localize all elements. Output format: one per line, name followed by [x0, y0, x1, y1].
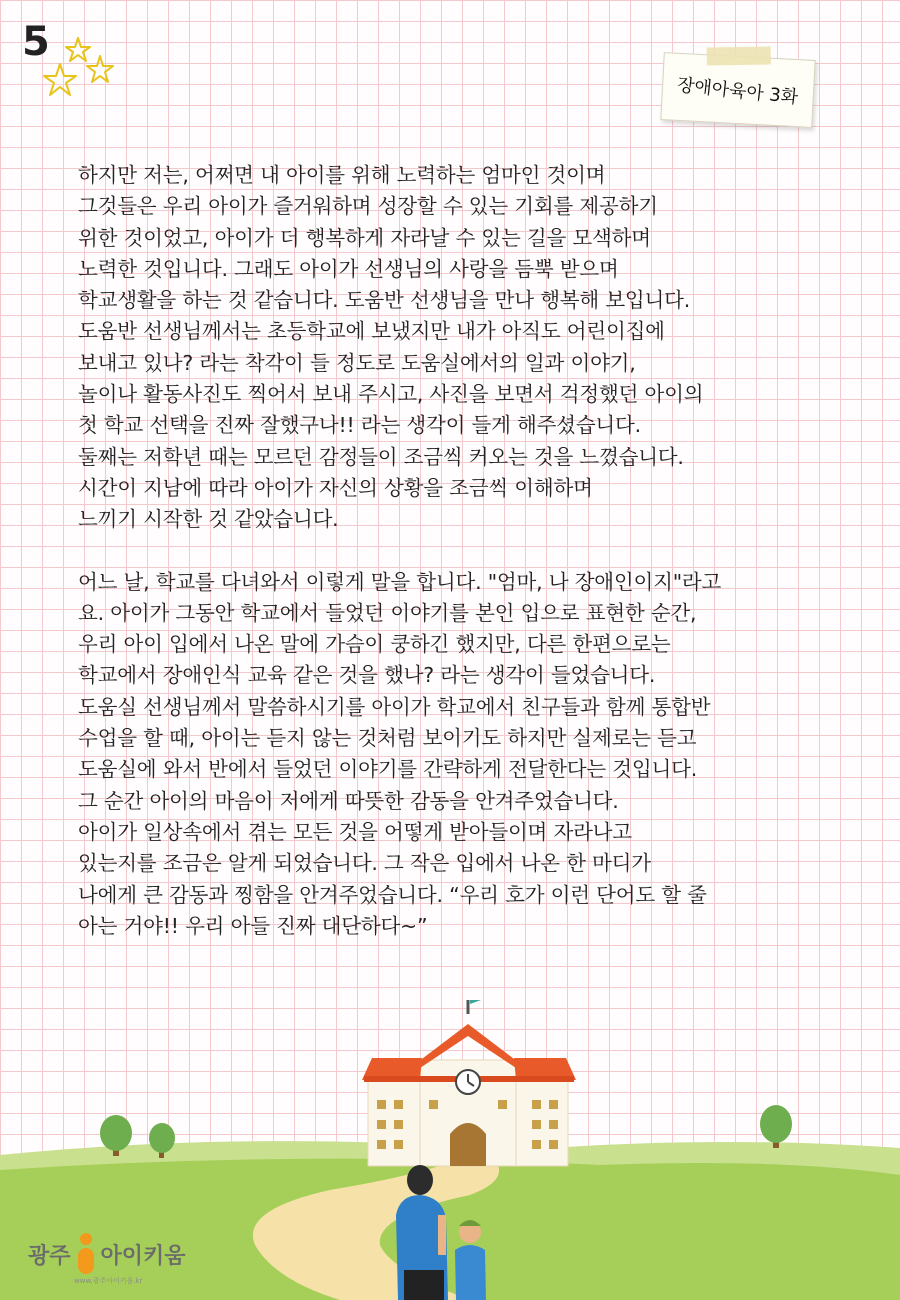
- text-line: 수업을 할 때, 아이는 듣지 않는 것처럼 보이기도 하지만 실제로는 듣고: [78, 726, 697, 751]
- text-line: 도움반 선생님께서는 초등학교에 보냈지만 내가 아직도 어린이집에: [78, 319, 665, 344]
- tree-icon: [760, 1105, 792, 1148]
- school-building-illustration: [362, 1000, 576, 1166]
- logo-text-right: 아이키움: [100, 1243, 186, 1269]
- text-line: 노력한 것입니다. 그래도 아이가 선생님의 사랑을 듬뿍 받으며: [78, 256, 619, 281]
- text-line: 도움실 선생님께서 말씀하시기를 아이가 학교에서 친구들과 함께 통합반: [78, 694, 711, 719]
- text-line: 그 순간 아이의 마음이 저에게 따뜻한 감동을 안겨주었습니다.: [78, 788, 619, 813]
- paragraph-1: [78, 160, 868, 536]
- text-line: 도움실에 와서 반에서 들었던 이야기를 간략하게 전달한다는 것입니다.: [78, 757, 698, 782]
- text-line: 아는 거야!! 우리 아들 진짜 대단하다~”: [78, 913, 428, 938]
- text-line: 하지만 저는, 어쩌면 내 아이를 위해 노력하는 엄마인 것이며: [78, 163, 606, 187]
- text-line: 아이가 일상속에서 겪는 모든 것을 어떻게 받아들이며 자라나고: [78, 819, 632, 844]
- text-line: 학교에서 장애인식 교육 같은 것을 했나? 라는 생각이 들었습니다.: [78, 663, 656, 688]
- paragraph-2: [78, 567, 868, 943]
- logo-text-left: 광주: [28, 1243, 71, 1269]
- text-line: 위한 것이었고, 아이가 더 행복하게 자라날 수 있는 길을 모색하며: [78, 225, 651, 250]
- text-line: 있는지를 조금은 알게 되었습니다. 그 작은 입에서 나온 한 마디가: [78, 851, 651, 876]
- series-label-note: [660, 52, 815, 128]
- article-body: [78, 160, 868, 942]
- logo-url: www.광주아이키움.kr: [74, 1277, 143, 1285]
- series-label: 장애아육아 3화: [676, 74, 800, 109]
- brand-logo: [28, 1232, 186, 1276]
- text-line: 우리 아이 입에서 나온 말에 가슴이 쿵하긴 했지만, 다른 한편으로는: [78, 632, 671, 657]
- page-number: 5: [22, 19, 50, 65]
- text-line: 첫 학교 선택을 진짜 잘했구나!! 라는 생각이 들게 해주셨습니다.: [78, 413, 641, 438]
- text-line: 놀이나 활동사진도 찍어서 보내 주시고, 사진을 보면서 걱정했던 아이의: [78, 382, 704, 407]
- text-line: 학교생활을 하는 것 같습니다. 도움반 선생님을 만나 행복해 보입니다.: [78, 288, 691, 313]
- text-line: 보내고 있나? 라는 착각이 들 정도로 도움실에서의 일과 이야기,: [78, 350, 636, 375]
- text-line: 둘째는 저학년 때는 모르던 감정들이 조금씩 커오는 것을 느꼈습니다.: [78, 444, 684, 469]
- text-line: 나에게 큰 감동과 찡함을 안겨주었습니다. “우리 호가 이런 단어도 할 줄: [78, 882, 707, 907]
- text-line: 요. 아이가 그동안 학교에서 들었던 이야기를 본인 입으로 표현한 순간,: [78, 600, 697, 625]
- stars-doodle-icon: [38, 34, 120, 104]
- text-line: 시간이 지남에 따라 아이가 자신의 상황을 조금씩 이해하며: [78, 475, 593, 500]
- text-line: 느끼기 시작한 것 같았습니다.: [78, 507, 339, 532]
- logo-i-icon: [73, 1232, 99, 1276]
- text-line: 어느 날, 학교를 다녀와서 이렇게 말을 합니다. "엄마, 나 장애인이지"라고: [78, 569, 722, 594]
- tape-decoration: [707, 46, 771, 65]
- text-line: 그것들은 우리 아이가 즐거워하며 성장할 수 있는 기회를 제공하기: [78, 194, 658, 219]
